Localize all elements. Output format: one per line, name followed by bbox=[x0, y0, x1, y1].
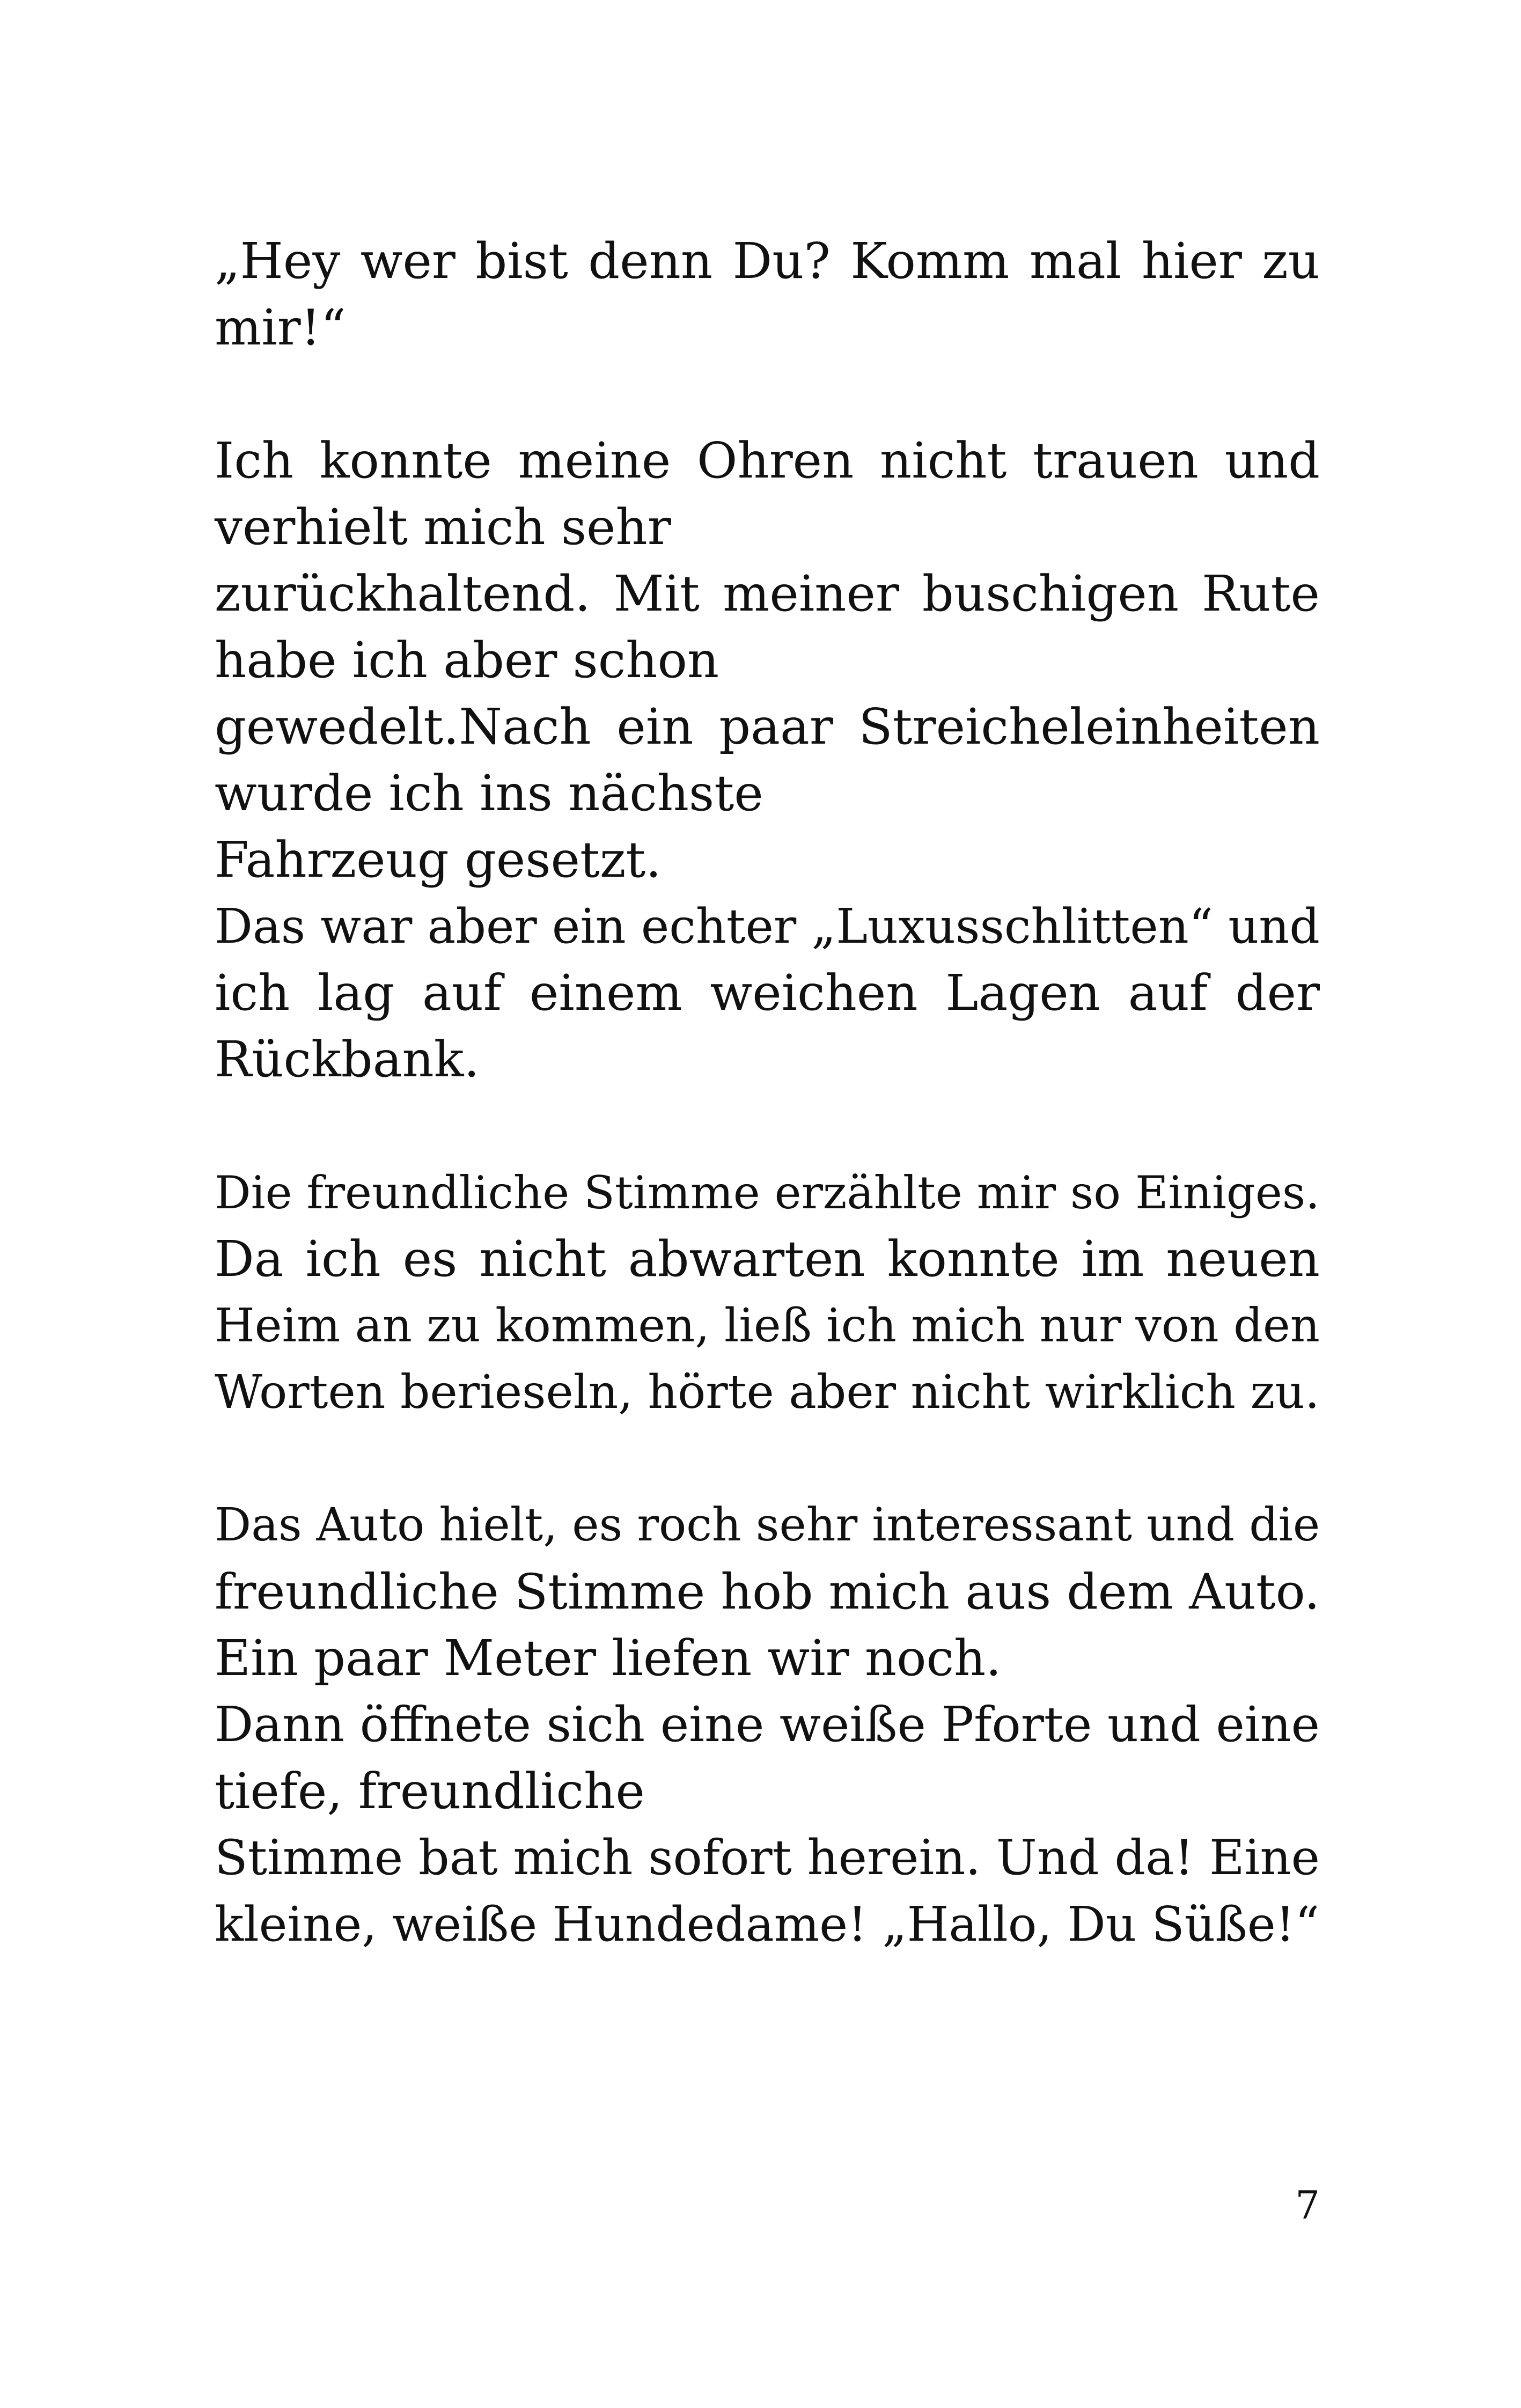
text-line: freundliche Stimme hob mich aus dem Auto. bbox=[215, 1563, 1320, 1620]
paragraph bbox=[215, 1159, 1320, 1426]
text-line: Heim an zu kommen, ließ ich mich nur von den bbox=[215, 1299, 1320, 1353]
page-number: 7 bbox=[1295, 2183, 1320, 2228]
text-line: Stimme bat mich sofort herein. Und da! Eine bbox=[215, 1830, 1320, 1886]
body-text bbox=[215, 228, 1320, 2024]
text-line: Die freundliche Stimme erzählte mir so Einiges. bbox=[215, 1166, 1320, 1219]
text-line: Dann öffnete sich eine weiße Pforte und eine bbox=[215, 1697, 1320, 1753]
text-line: habe ich aber schon bbox=[215, 632, 719, 689]
text-line: tiefe, freundliche bbox=[215, 1763, 645, 1820]
text-line: Fahrzeug gesetzt. bbox=[215, 831, 662, 889]
text-line: Worten berieseln, hörte aber nicht wirklich zu. bbox=[215, 1365, 1320, 1419]
paragraph bbox=[215, 228, 1320, 361]
text-line: mir!“ bbox=[215, 299, 346, 356]
text-line: „Hey wer bist denn Du? Komm mal hier zu bbox=[215, 232, 1320, 290]
text-line: kleine, weiße Hundedame! „Hallo, Du Süße!“ bbox=[215, 1897, 1320, 1952]
text-line: Rückbank. bbox=[215, 1031, 480, 1088]
text-line: zurückhaltend. Mit meiner buschigen Rute bbox=[215, 565, 1320, 622]
text-line: Ich konnte meine Ohren nicht trauen und bbox=[215, 432, 1320, 489]
text-line: Da ich es nicht abwarten konnte im neuen bbox=[215, 1230, 1320, 1288]
text-line: ich lag auf einem weichen Lagen auf der bbox=[215, 964, 1320, 1022]
text-line: Ein paar Meter liefen wir noch. bbox=[215, 1629, 1002, 1687]
text-line: Das Auto hielt, es roch sehr interessant und die bbox=[215, 1499, 1320, 1552]
paragraph bbox=[215, 1492, 1320, 1958]
paragraph bbox=[215, 428, 1320, 1093]
text-line: wurde ich ins nächste bbox=[215, 765, 763, 822]
text-line: gewedelt.Nach ein paar Streicheleinheiten bbox=[215, 698, 1320, 755]
text-line: verhielt mich sehr bbox=[215, 498, 671, 556]
text-line: Das war aber ein echter „Luxusschlitten“ und bbox=[215, 899, 1320, 954]
